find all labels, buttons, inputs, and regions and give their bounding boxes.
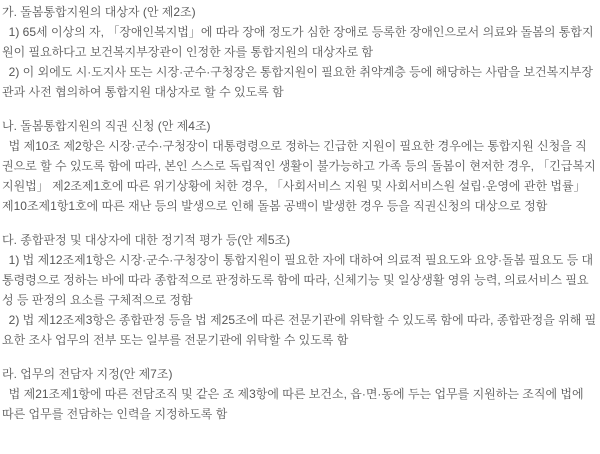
section-da-comprehensive-assessment [2, 230, 597, 350]
section-title: 다. 종합판정 및 대상자에 대한 정기적 평가 등(안 제5조) [2, 233, 291, 247]
section-ra-dedicated-personnel [2, 364, 597, 424]
section-paragraph: 2) 법 제12조제3항은 종합판정 등을 법 제25조에 따른 전문기관에 위탁할 수 있도록 함에 따라, 종합판정을 위해 필요한 조사 업무의 전부 또는 일부를 전문기관에 위탁할 수 있도록 함 [2, 313, 597, 347]
section-paragraph: 2) 이 외에도 시·도지사 또는 시장·군수·구청장은 통합지원이 필요한 취약계층 등에 해당하는 사람을 보건복지부장관과 사전 협의하여 통합지원 대상자로 할 수 있도록 함 [2, 65, 593, 99]
section-paragraph: 법 제10조 제2항은 시장·군수·구청장이 대통령령으로 정하는 긴급한 지원이 필요한 경우에는 통합지원 신청을 직권으로 할 수 있도록 함에 따라, 본인 스스로 독립적인 생활이 불가능하고 가족 등의 돌봄이 현저한 경우, 「긴급복지지원법」 제2조제1호에 따른 위기상황에 처한 경우, 「사회서비스 지원 및 사회서비스원 설립·운영에 관한 법률」 제10조제1항1호에 따른 재난 등의 발생으로 인해 돌봄 공백이 발생한 경우 등을 직권신청의 대상으로 정함 [2, 139, 596, 213]
section-paragraph: 1) 65세 이상의 자, 「장애인복지법」에 따라 장애 정도가 심한 장애로 등록한 장애인으로서 의료와 돌봄의 통합지원이 필요하다고 보건복지부장관이 인정한 자를 통합지원의 대상자로 함 [2, 25, 594, 59]
section-title: 라. 업무의 전담자 지정(안 제7조) [2, 367, 173, 381]
section-ga-target-of-integrated-care [2, 2, 597, 102]
section-title: 나. 돌봄통합지원의 직권 신청 (안 제4조) [2, 119, 211, 133]
section-na-ex-officio-application [2, 116, 597, 216]
section-paragraph: 1) 법 제12조제1항은 시장·군수·구청장이 통합지원이 필요한 자에 대하여 의료적 필요도와 요양·돌봄 필요도 등 대통령령으로 정하는 바에 따라 종합적으로 판정하도록 함에 따라, 신체기능 및 일상생활 영위 능력, 의료서비스 필요성 등 판정의 요소를 구체적으로 정함 [2, 253, 594, 307]
section-paragraph: 법 제21조제1항에 따른 전담조직 및 같은 조 제3항에 따른 보건소, 읍·면·동에 두는 업무를 지원하는 조직에 법에 따른 업무를 전담하는 인력을 지정하도록 함 [2, 387, 587, 421]
section-title: 가. 돌봄통합지원의 대상자 (안 제2조) [2, 5, 196, 19]
